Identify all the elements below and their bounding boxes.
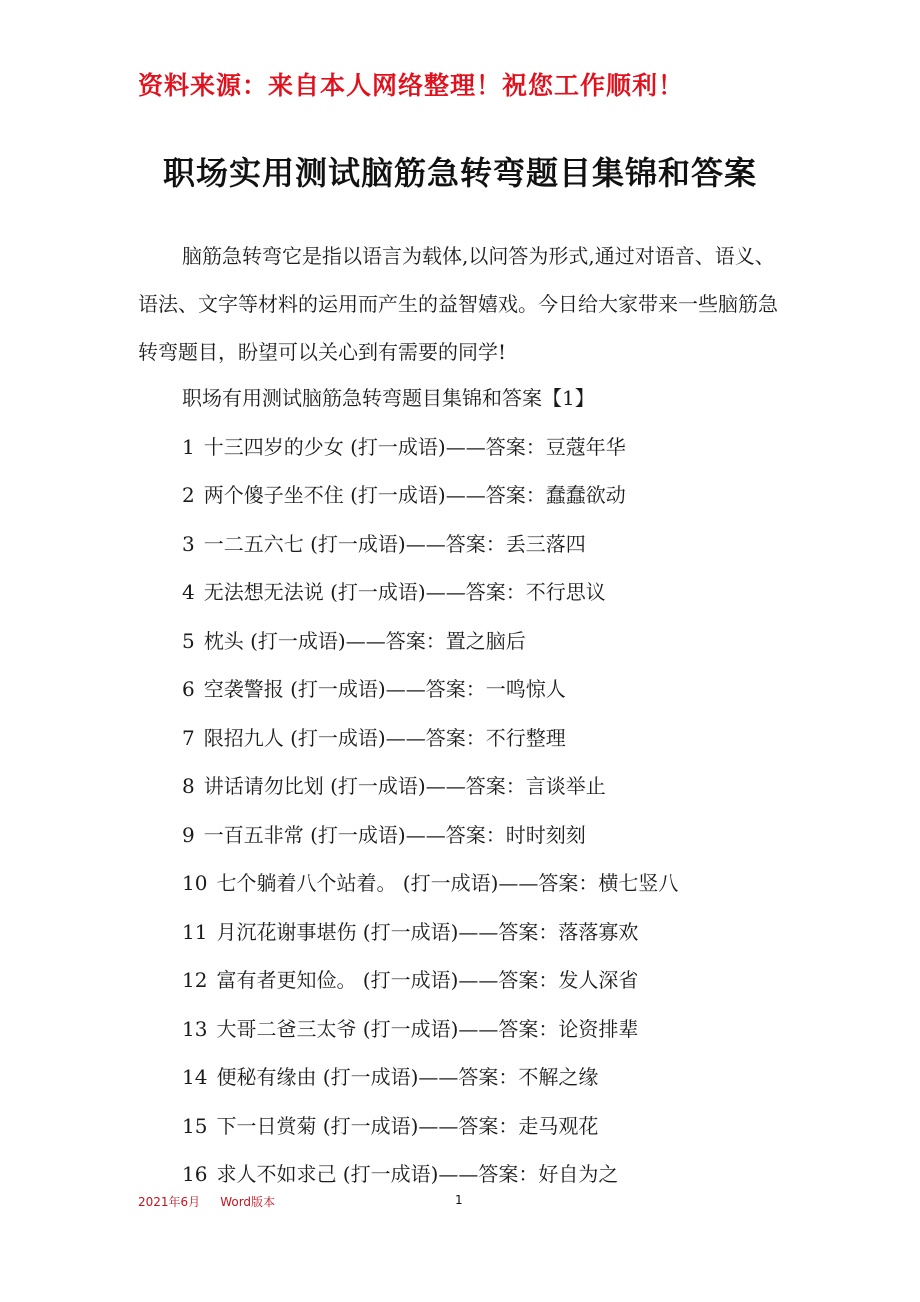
source-note: 资料来源：来自本人网络整理！祝您工作顺利！ [138,71,685,100]
riddle-item [182,1005,678,1054]
riddle-number: 7 [182,725,195,750]
riddle-text: 便秘有缘由 (打一成语)——答案：不解之缘 [216,1065,599,1089]
riddle-text: 一二五六七 (打一成语)——答案：丢三落四 [203,531,586,556]
riddle-number: 8 [182,774,195,798]
riddle-number: 16 [182,1162,208,1186]
riddle-text: 无法想无法说 (打一成语)——答案：不行思议 [203,580,606,604]
section-heading: 职场有用测试脑筋急转弯题目集锦和答案【1】 [182,386,595,410]
riddle-text: 下一日赏菊 (打一成语)——答案：走马观花 [216,1113,599,1138]
intro-paragraph: 脑筋急转弯它是指以语言为载体,以问答为形式,通过对语音、语义、语法、文字等材料的运用而产生的益智嬉戏。今日给大家带来一些脑筋急转弯题目，盼望可以关心到有需要的同学! [138,244,778,364]
riddle-number: 2 [182,483,195,507]
riddle-text: 两个傻子坐不住 (打一成语)——答案：蠢蠢欲动 [203,483,626,507]
riddle-number: 10 [182,871,208,895]
riddle-item [182,1150,678,1199]
riddle-item [182,908,678,957]
riddle-text: 讲话请勿比划 (打一成语)——答案：言谈举止 [203,774,606,798]
riddle-item [182,811,678,860]
riddle-number: 15 [182,1113,208,1138]
riddle-number: 3 [182,531,195,556]
riddle-text: 一百五非常 (打一成语)——答案：时时刻刻 [203,822,586,847]
riddle-text: 空袭警报 (打一成语)——答案：一鸣惊人 [203,677,566,701]
footer-info [138,1193,275,1210]
riddle-item [182,1053,678,1102]
riddle-text: 限招九人 (打一成语)——答案：不行整理 [203,725,566,750]
footer-version: Word版本 [220,1195,276,1209]
riddle-number: 13 [182,1016,208,1041]
riddle-number: 1 [182,434,195,459]
document-title: 职场实用测试脑筋急转弯题目集锦和答案 [162,154,757,192]
riddle-item [182,568,678,617]
footer-date: 2021年6月 [138,1195,201,1209]
page-number: 1 [455,1193,463,1207]
riddle-text: 十三四岁的少女 (打一成语)——答案：豆蔻年华 [203,434,626,459]
riddle-number: 4 [182,580,195,604]
riddle-text: 大哥二爸三太爷 (打一成语)——答案：论资排辈 [216,1016,639,1041]
riddle-list [182,374,678,1199]
riddle-item [182,520,678,569]
riddle-item [182,617,678,666]
riddle-text: 求人不如求己 (打一成语)——答案：好自为之 [216,1162,619,1186]
riddle-number: 12 [182,968,208,992]
riddle-item [182,859,678,908]
riddle-item [182,762,678,811]
riddle-text: 枕头 (打一成语)——答案：置之脑后 [203,628,526,653]
riddle-text: 七个躺着八个站着。 (打一成语)——答案：横七竖八 [216,871,679,895]
riddle-item [182,471,678,520]
riddle-item [182,665,678,714]
riddle-item [182,423,678,472]
riddle-text: 月沉花谢事堪伤 (打一成语)——答案：落落寡欢 [216,919,639,944]
riddle-number: 5 [182,628,195,653]
riddle-item [182,956,678,1005]
riddle-item [182,714,678,763]
riddle-number: 9 [182,822,195,847]
riddle-text: 富有者更知俭。 (打一成语)——答案：发人深省 [216,968,639,992]
riddle-number: 11 [182,919,208,944]
riddle-number: 14 [182,1065,208,1089]
riddle-item [182,1102,678,1151]
riddle-number: 6 [182,677,195,701]
